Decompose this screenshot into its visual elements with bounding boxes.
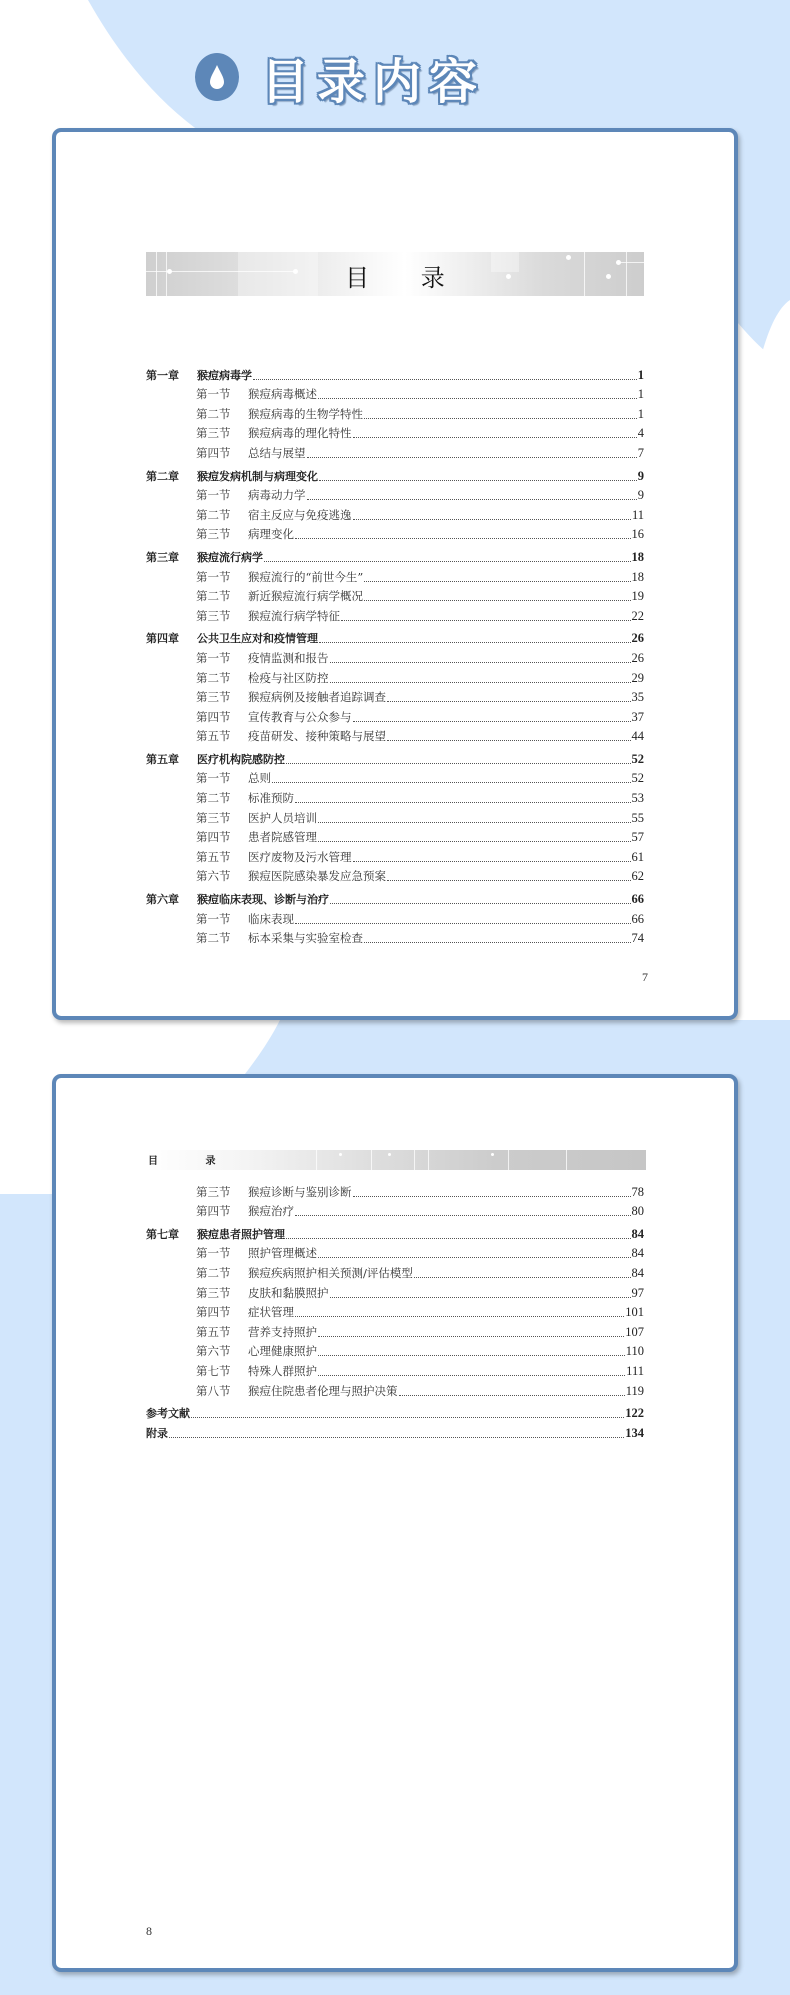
header-title: 目录内容: [261, 53, 486, 110]
dot-leader: [353, 437, 637, 438]
toc-section-row[interactable]: 第三节 猴痘病毒的理化特性 4: [196, 426, 644, 441]
toc-list: [146, 1180, 644, 1441]
dot-leader: [318, 1336, 624, 1337]
dot-leader: [307, 499, 637, 500]
running-head: [146, 1150, 646, 1170]
dot-leader: [341, 620, 631, 621]
toc-section-row[interactable]: 第一节 疫情监测和报告 26: [196, 650, 644, 665]
toc-section-row[interactable]: 第二节 标准预防 53: [196, 791, 644, 806]
toc-chapter-row[interactable]: 第六章 猴痘临床表现、诊断与治疗 66: [146, 892, 644, 907]
dot-leader: [399, 1395, 625, 1396]
dot-leader: [318, 1355, 625, 1356]
toc-appendix-row[interactable]: 附录 134: [146, 1425, 644, 1440]
dot-leader: [364, 942, 631, 943]
toc-section-row[interactable]: 第二节 标本采集与实验室检查 74: [196, 931, 644, 946]
toc-page-1: [52, 128, 738, 1020]
dot-leader: [414, 1277, 631, 1278]
toc-section-row[interactable]: 第二节 宿主反应与免疫逃逸 11: [196, 507, 644, 522]
running-head-label: 目 录: [148, 1156, 238, 1167]
toc-section-row[interactable]: 第二节 猴痘疾病照护相关预测/评估模型 84: [196, 1265, 644, 1280]
toc-banner: [146, 252, 644, 296]
toc-chapter-row[interactable]: 第五章 医疗机构院感防控 52: [146, 751, 644, 766]
dot-leader: [295, 923, 631, 924]
dot-leader: [353, 861, 631, 862]
dot-leader: [330, 682, 631, 683]
dot-leader: [353, 721, 631, 722]
toc-section-row[interactable]: 第三节 病理变化 16: [196, 527, 644, 542]
toc-section-row[interactable]: 第三节 医护人员培训 55: [196, 810, 644, 825]
toc-section-row[interactable]: 第一节 总则 52: [196, 771, 644, 786]
dot-leader: [330, 903, 631, 904]
dot-leader: [318, 398, 637, 399]
page-number: 8: [146, 1924, 152, 1938]
dot-leader: [295, 1215, 631, 1216]
dot-leader: [318, 841, 631, 842]
toc-chapter-row[interactable]: 第三章 猴痘流行病学 18: [146, 549, 644, 564]
toc-references-row[interactable]: 参考文献 122: [146, 1406, 644, 1421]
toc-section-row[interactable]: 第三节 猴痘诊断与鉴别诊断 78: [196, 1184, 644, 1199]
dot-leader: [364, 581, 630, 582]
dot-leader: [318, 1375, 625, 1376]
toc-list: [146, 363, 644, 946]
toc-section-row[interactable]: 第五节 医疗废物及污水管理 61: [196, 849, 644, 864]
toc-section-row[interactable]: 第四节 总结与展望 7: [196, 445, 644, 460]
page-number: 7: [642, 970, 648, 984]
toc-section-row[interactable]: 第一节 猴痘流行的“前世今生” 18: [196, 569, 644, 584]
toc-section-row[interactable]: 第三节 猴痘病例及接触者追踪调查 35: [196, 690, 644, 705]
dot-leader: [295, 802, 631, 803]
toc-chapter-row[interactable]: 第一章 猴痘病毒学 1: [146, 367, 644, 382]
toc-section-row[interactable]: 第一节 临床表现 66: [196, 911, 644, 926]
dot-leader: [319, 642, 631, 643]
toc-section-row[interactable]: 第七节 特殊人群照护 111: [196, 1363, 644, 1378]
dot-leader: [330, 662, 631, 663]
toc-chapter-row[interactable]: 第七章 猴痘患者照护管理 84: [146, 1226, 644, 1241]
dot-leader: [387, 701, 631, 702]
toc-section-row[interactable]: 第五节 疫苗研发、接种策略与展望 44: [196, 729, 644, 744]
dot-leader: [272, 782, 631, 783]
dot-leader: [264, 561, 631, 562]
dot-leader: [364, 600, 631, 601]
dot-leader: [307, 457, 637, 458]
toc-section-row[interactable]: 第二节 猴痘病毒的生物学特性 1: [196, 406, 644, 421]
section-header: [195, 46, 485, 108]
dot-leader: [286, 763, 631, 764]
dot-leader: [387, 880, 631, 881]
dot-leader: [387, 740, 631, 741]
water-drop-icon: [195, 53, 239, 101]
toc-section-row[interactable]: 第八节 猴痘住院患者伦理与照护决策 119: [196, 1383, 644, 1398]
toc-section-row[interactable]: 第六节 猴痘医院感染暴发应急预案 62: [196, 869, 644, 884]
toc-section-row[interactable]: 第二节 检疫与社区防控 29: [196, 670, 644, 685]
toc-section-row[interactable]: 第一节 猴痘病毒概述 1: [196, 387, 644, 402]
dot-leader: [353, 1196, 631, 1197]
toc-page-2: [52, 1074, 738, 1972]
dot-leader: [319, 480, 637, 481]
toc-chapter-row[interactable]: 第二章 猴痘发病机制与病理变化 9: [146, 468, 644, 483]
dot-leader: [318, 1257, 631, 1258]
dot-leader: [318, 822, 631, 823]
toc-section-row[interactable]: 第一节 病毒动力学 9: [196, 488, 644, 503]
dot-leader: [253, 379, 637, 380]
toc-section-row[interactable]: 第五节 营养支持照护 107: [196, 1324, 644, 1339]
toc-section-row[interactable]: 第一节 照护管理概述 84: [196, 1246, 644, 1261]
dot-leader: [295, 1316, 624, 1317]
toc-chapter-row[interactable]: 第四章 公共卫生应对和疫情管理 26: [146, 631, 644, 646]
toc-section-row[interactable]: 第四节 患者院感管理 57: [196, 830, 644, 845]
toc-section-row[interactable]: 第二节 新近猴痘流行病学概况 19: [196, 589, 644, 604]
toc-section-row[interactable]: 第四节 症状管理 101: [196, 1305, 644, 1320]
dot-leader: [295, 538, 631, 539]
toc-section-row[interactable]: 第三节 猴痘流行病学特征 22: [196, 608, 644, 623]
dot-leader: [330, 1297, 631, 1298]
dot-leader: [353, 519, 631, 520]
toc-section-row[interactable]: 第四节 猴痘治疗 80: [196, 1204, 644, 1219]
dot-leader: [191, 1417, 624, 1418]
dot-leader: [364, 418, 637, 419]
dot-leader: [169, 1437, 624, 1438]
toc-section-row[interactable]: 第六节 心理健康照护 110: [196, 1344, 644, 1359]
toc-banner-title: 目 录: [345, 264, 467, 292]
toc-section-row[interactable]: 第四节 宣传教育与公众参与 37: [196, 709, 644, 724]
dot-leader: [286, 1238, 631, 1239]
toc-section-row[interactable]: 第三节 皮肤和黏膜照护 97: [196, 1285, 644, 1300]
